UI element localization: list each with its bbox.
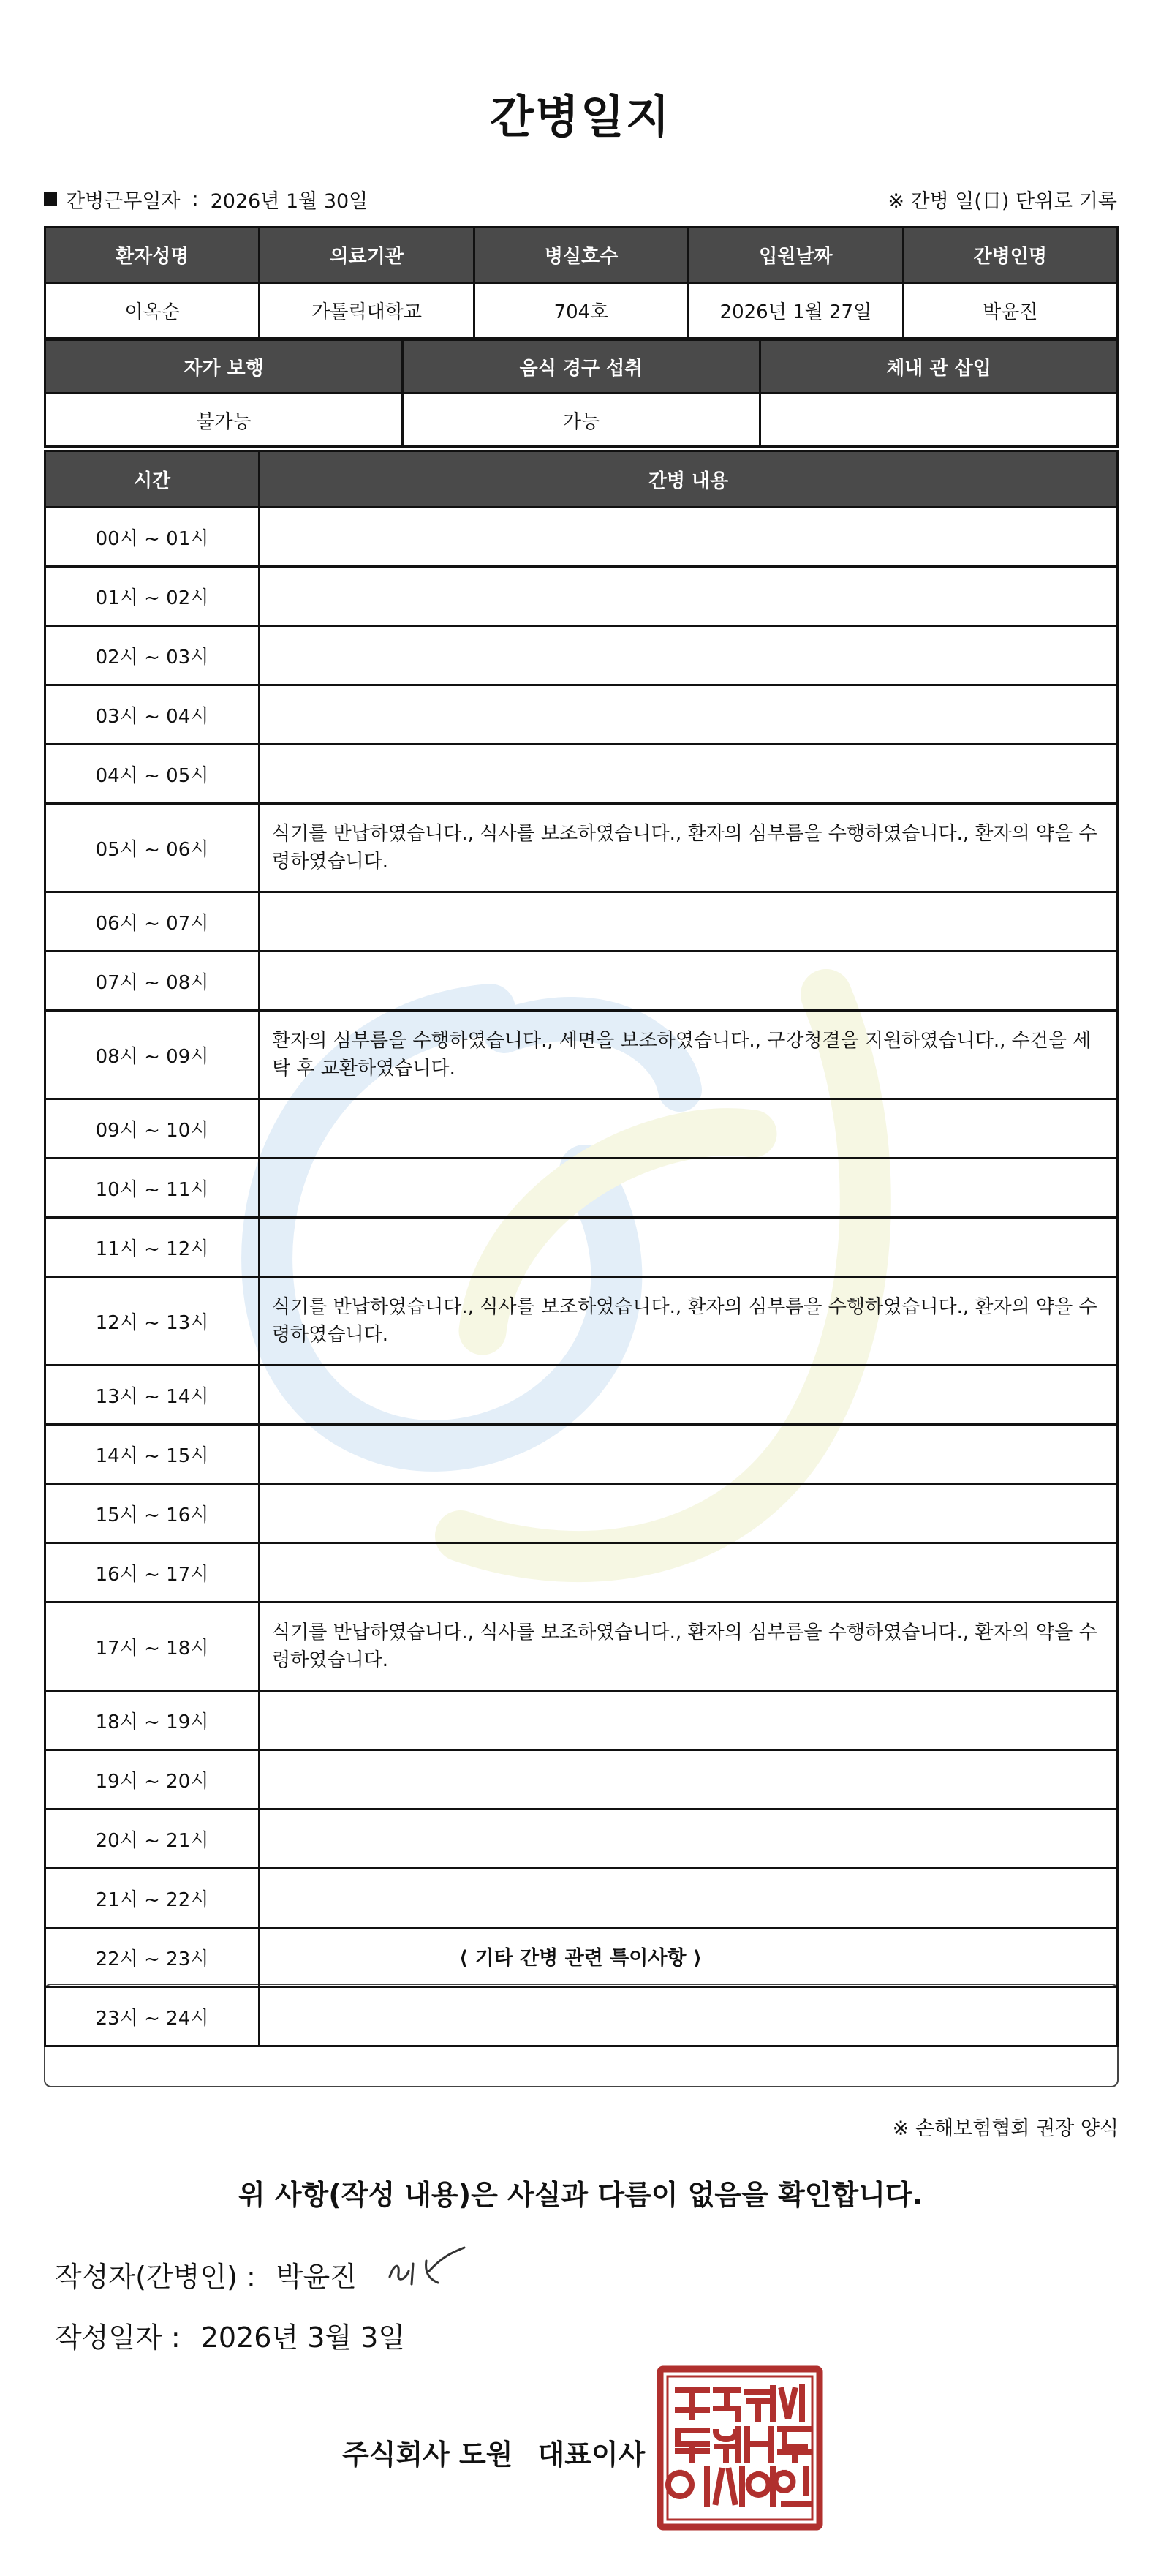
patient-info-table — [44, 226, 1119, 339]
content-cell — [260, 892, 1118, 952]
special-notes-title: ⟨ 기타 간병 관련 특이사항 ⟩ — [458, 1947, 703, 1970]
time-cell: 20시 ~ 21시 — [45, 1809, 260, 1869]
content-cell — [260, 1869, 1118, 1928]
written-date-line — [55, 2315, 405, 2355]
table-row — [45, 1425, 1118, 1484]
content-cell — [260, 745, 1118, 804]
header-self-walking: 자가 보행 — [45, 340, 403, 393]
time-cell: 15시 ~ 16시 — [45, 1484, 260, 1543]
content-cell — [260, 1928, 1118, 1987]
table-row — [45, 1484, 1118, 1543]
time-cell: 23시 ~ 24시 — [45, 1987, 260, 2046]
time-cell: 06시 ~ 07시 — [45, 892, 260, 952]
time-cell: 21시 ~ 22시 — [45, 1869, 260, 1928]
writer-name: 박윤진 — [276, 2261, 357, 2293]
daily-record-note: ※ 간병 일(日) 단위로 기록 — [888, 189, 1117, 213]
header-hospital: 의료기관 — [260, 227, 474, 283]
page-title: 간병일지 — [490, 90, 671, 143]
content-cell — [260, 1543, 1118, 1603]
content-cell — [260, 1484, 1118, 1543]
room-number-value: 704호 — [474, 283, 688, 339]
table-row — [45, 1987, 1118, 2046]
content-cell — [260, 685, 1118, 745]
content-cell — [260, 1366, 1118, 1425]
oral-intake-value: 가능 — [403, 393, 760, 447]
company-role: 대표이사 — [537, 2438, 646, 2471]
care-log-header-row — [45, 451, 1118, 508]
content-cell — [260, 1099, 1118, 1159]
time-cell: 16시 ~ 17시 — [45, 1543, 260, 1603]
time-cell: 13시 ~ 14시 — [45, 1366, 260, 1425]
header-time: 시간 — [45, 451, 260, 508]
table-row — [45, 1928, 1118, 1987]
time-cell: 00시 ~ 01시 — [45, 508, 260, 567]
table-row — [45, 1366, 1118, 1425]
content-cell — [260, 1691, 1118, 1750]
time-cell: 07시 ~ 08시 — [45, 952, 260, 1011]
table-row — [45, 1603, 1118, 1691]
time-cell: 12시 ~ 13시 — [45, 1277, 260, 1366]
content-cell — [260, 626, 1118, 685]
table-row — [45, 804, 1118, 892]
content-cell — [260, 1987, 1118, 2046]
content-cell — [260, 1809, 1118, 1869]
table-row — [45, 1011, 1118, 1099]
content-cell: 식기를 반납하였습니다., 식사를 보조하였습니다., 환자의 심부름을 수행하였습니다., 환자의 약을 수령하였습니다. — [260, 804, 1118, 892]
company-seal-stamp — [656, 2365, 824, 2531]
time-cell: 08시 ~ 09시 — [45, 1011, 260, 1099]
time-cell: 18시 ~ 19시 — [45, 1691, 260, 1750]
content-cell: 환자의 심부름을 수행하였습니다., 세면을 보조하였습니다., 구강청결을 지원하였습니다., 수건을 세탁 후 교환하였습니다. — [260, 1011, 1118, 1099]
content-cell — [260, 567, 1118, 626]
time-cell: 11시 ~ 12시 — [45, 1218, 260, 1277]
handwritten-signature — [384, 2242, 472, 2293]
condition-value-row — [45, 393, 1118, 447]
work-date-label: 간병근무일자 — [66, 189, 181, 213]
writer-label: 작성자(간병인) : — [55, 2261, 256, 2293]
hospital-value: 가톨릭대학교 — [260, 283, 474, 339]
admission-date-value: 2026년 1월 27일 — [689, 283, 903, 339]
header-care-content: 간병 내용 — [260, 451, 1118, 508]
time-cell: 01시 ~ 02시 — [45, 567, 260, 626]
header-patient-name: 환자성명 — [45, 227, 260, 283]
table-row — [45, 1543, 1118, 1603]
company-signature-line — [342, 2432, 645, 2472]
time-cell: 09시 ~ 10시 — [45, 1099, 260, 1159]
work-date-row — [44, 184, 1117, 214]
content-cell: 식기를 반납하였습니다., 식사를 보조하였습니다., 환자의 심부름을 수행하였습니다., 환자의 약을 수령하였습니다. — [260, 1277, 1118, 1366]
table-row — [45, 745, 1118, 804]
recommended-form-note: ※ 손해보험협회 권장 양식 — [892, 2117, 1119, 2140]
care-log-table — [44, 450, 1119, 2047]
header-admission-date: 입원날짜 — [689, 227, 903, 283]
table-row — [45, 626, 1118, 685]
header-caregiver-name: 간병인명 — [903, 227, 1117, 283]
table-row — [45, 1099, 1118, 1159]
self-walking-value: 불가능 — [45, 393, 403, 447]
header-oral-intake: 음식 경구 섭취 — [403, 340, 760, 393]
patient-info-value-row — [45, 283, 1118, 339]
caregiver-name-value: 박윤진 — [903, 283, 1117, 339]
table-row — [45, 1218, 1118, 1277]
patient-info-header-row — [45, 227, 1118, 283]
time-cell: 17시 ~ 18시 — [45, 1603, 260, 1691]
square-bullet-icon — [44, 192, 57, 206]
time-cell: 19시 ~ 20시 — [45, 1750, 260, 1809]
work-date-separator: : — [192, 187, 199, 211]
content-cell: 식기를 반납하였습니다., 식사를 보조하였습니다., 환자의 심부름을 수행하였습니다., 환자의 약을 수령하였습니다. — [260, 1603, 1118, 1691]
table-row — [45, 567, 1118, 626]
table-row — [45, 685, 1118, 745]
time-cell: 03시 ~ 04시 — [45, 685, 260, 745]
time-cell: 14시 ~ 15시 — [45, 1425, 260, 1484]
confirmation-statement: 위 사항(작성 내용)은 사실과 다름이 없음을 확인합니다. — [238, 2179, 923, 2211]
patient-condition-table — [44, 339, 1119, 448]
content-cell — [260, 1425, 1118, 1484]
time-cell: 22시 ~ 23시 — [45, 1928, 260, 1987]
patient-name-value: 이옥순 — [45, 283, 260, 339]
time-cell: 10시 ~ 11시 — [45, 1159, 260, 1218]
work-date-value: 2026년 1월 30일 — [210, 189, 368, 213]
tube-insertion-value — [760, 393, 1118, 447]
table-row — [45, 892, 1118, 952]
header-room-number: 병실호수 — [474, 227, 688, 283]
content-cell — [260, 952, 1118, 1011]
written-date-label: 작성일자 : — [55, 2321, 181, 2354]
table-row — [45, 952, 1118, 1011]
time-cell: 04시 ~ 05시 — [45, 745, 260, 804]
content-cell — [260, 1159, 1118, 1218]
company-name: 주식회사 도원 — [342, 2438, 513, 2471]
writer-line — [55, 2254, 357, 2294]
table-row — [45, 1750, 1118, 1809]
condition-header-row — [45, 340, 1118, 393]
table-row — [45, 1691, 1118, 1750]
time-cell: 05시 ~ 06시 — [45, 804, 260, 892]
content-cell — [260, 1750, 1118, 1809]
table-row — [45, 1869, 1118, 1928]
table-row — [45, 1159, 1118, 1218]
table-row — [45, 1809, 1118, 1869]
content-cell — [260, 508, 1118, 567]
time-cell: 02시 ~ 03시 — [45, 626, 260, 685]
table-row — [45, 1277, 1118, 1366]
written-date-value: 2026년 3월 3일 — [200, 2321, 406, 2354]
table-row — [45, 508, 1118, 567]
content-cell — [260, 1218, 1118, 1277]
header-tube-insertion: 체내 관 삽입 — [760, 340, 1118, 393]
